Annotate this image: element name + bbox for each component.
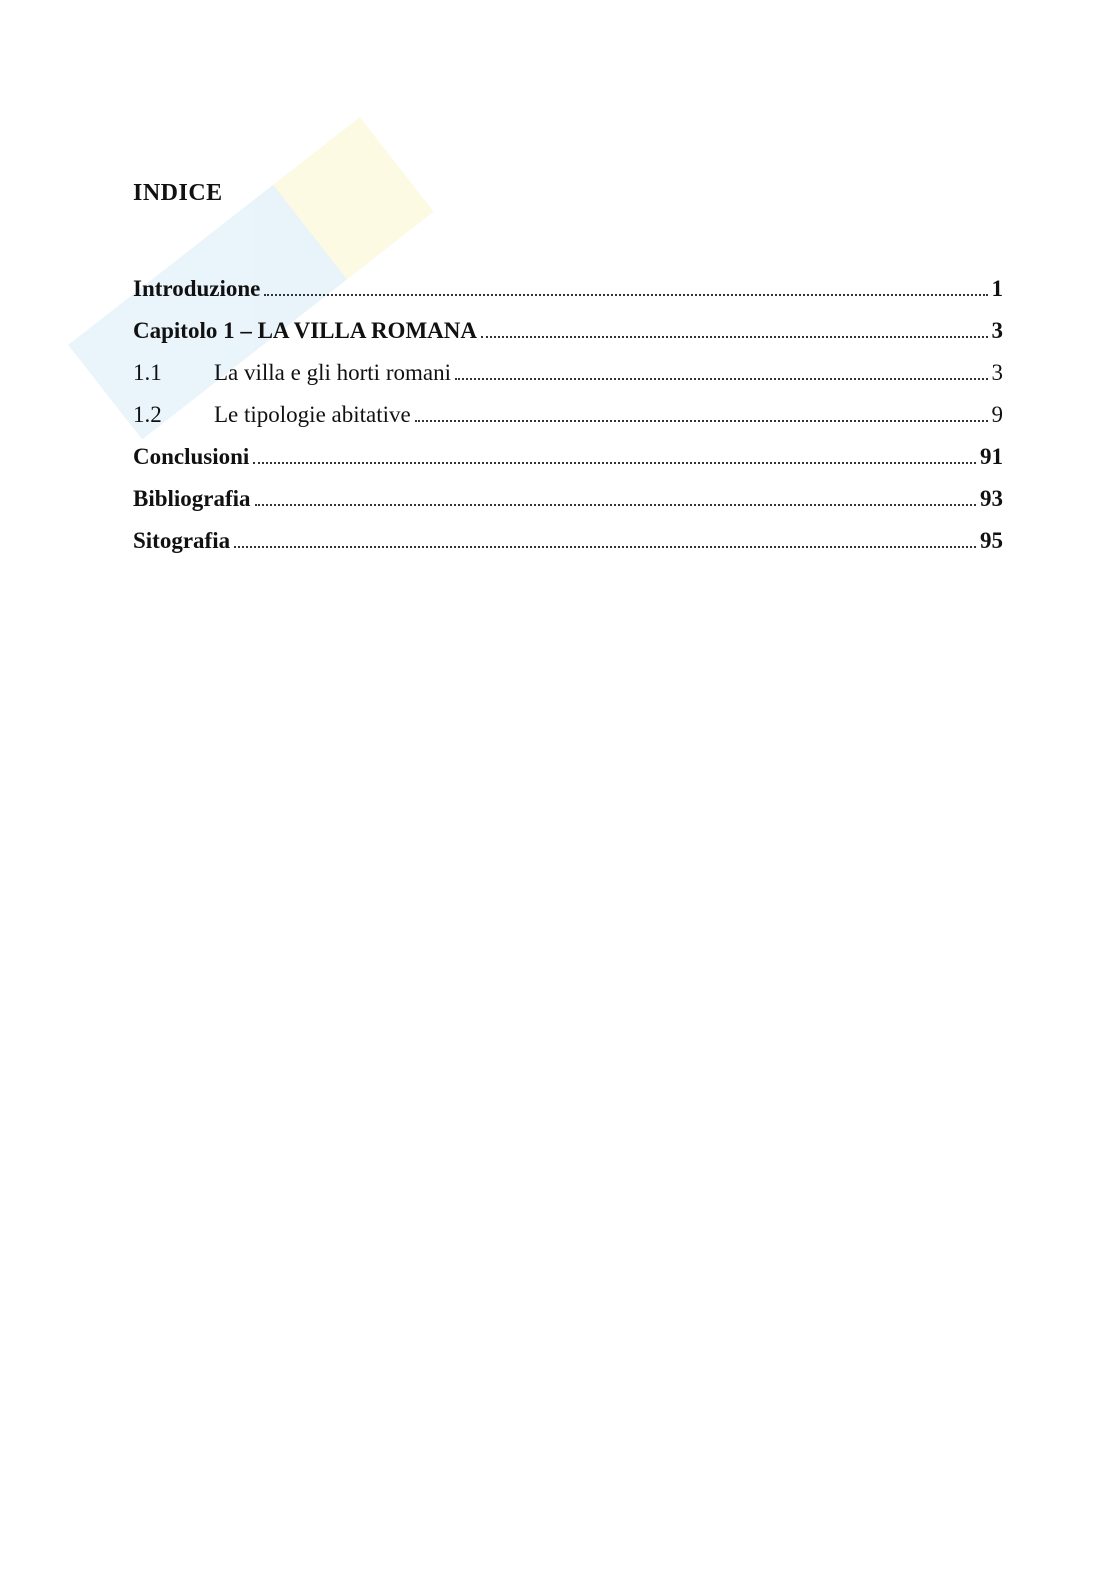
toc-entry[interactable] (133, 357, 1003, 389)
toc-entry[interactable] (133, 441, 1003, 473)
toc-entry-text: Sitografia (133, 528, 231, 553)
toc-entry[interactable] (133, 525, 1003, 557)
toc-entry-page: 3 (991, 360, 1003, 385)
toc-entry-number: 1.1 (133, 360, 162, 385)
dot-leader (415, 420, 988, 422)
dot-leader (255, 504, 976, 506)
toc-entry-page: 1 (991, 276, 1003, 301)
toc-entry[interactable] (133, 273, 1003, 305)
page-title: INDICE (133, 180, 223, 206)
dot-leader (455, 378, 988, 380)
toc-entry-page: 95 (980, 528, 1003, 553)
dot-leader (481, 336, 988, 338)
dot-leader (264, 294, 987, 296)
toc-list (133, 273, 1003, 557)
toc-entry-text: Le tipologie abitative (214, 402, 411, 427)
table-of-contents-page (133, 180, 1003, 567)
toc-entry-text: Introduzione (133, 276, 261, 301)
toc-entry-page: 91 (980, 444, 1003, 469)
toc-entry-page: 93 (980, 486, 1003, 511)
toc-entry-text: Conclusioni (133, 444, 250, 469)
toc-entry[interactable] (133, 399, 1003, 431)
toc-entry-text: Bibliografia (133, 486, 251, 511)
toc-entry-page: 3 (991, 318, 1003, 343)
dot-leader (253, 462, 976, 464)
toc-entry[interactable] (133, 483, 1003, 515)
toc-entry[interactable] (133, 315, 1003, 347)
toc-entry-page: 9 (991, 402, 1003, 427)
toc-entry-text: La villa e gli horti romani (214, 360, 451, 385)
toc-entry-number: 1.2 (133, 402, 162, 427)
toc-entry-text: Capitolo 1 – LA VILLA ROMANA (133, 318, 477, 343)
dot-leader (234, 546, 976, 548)
